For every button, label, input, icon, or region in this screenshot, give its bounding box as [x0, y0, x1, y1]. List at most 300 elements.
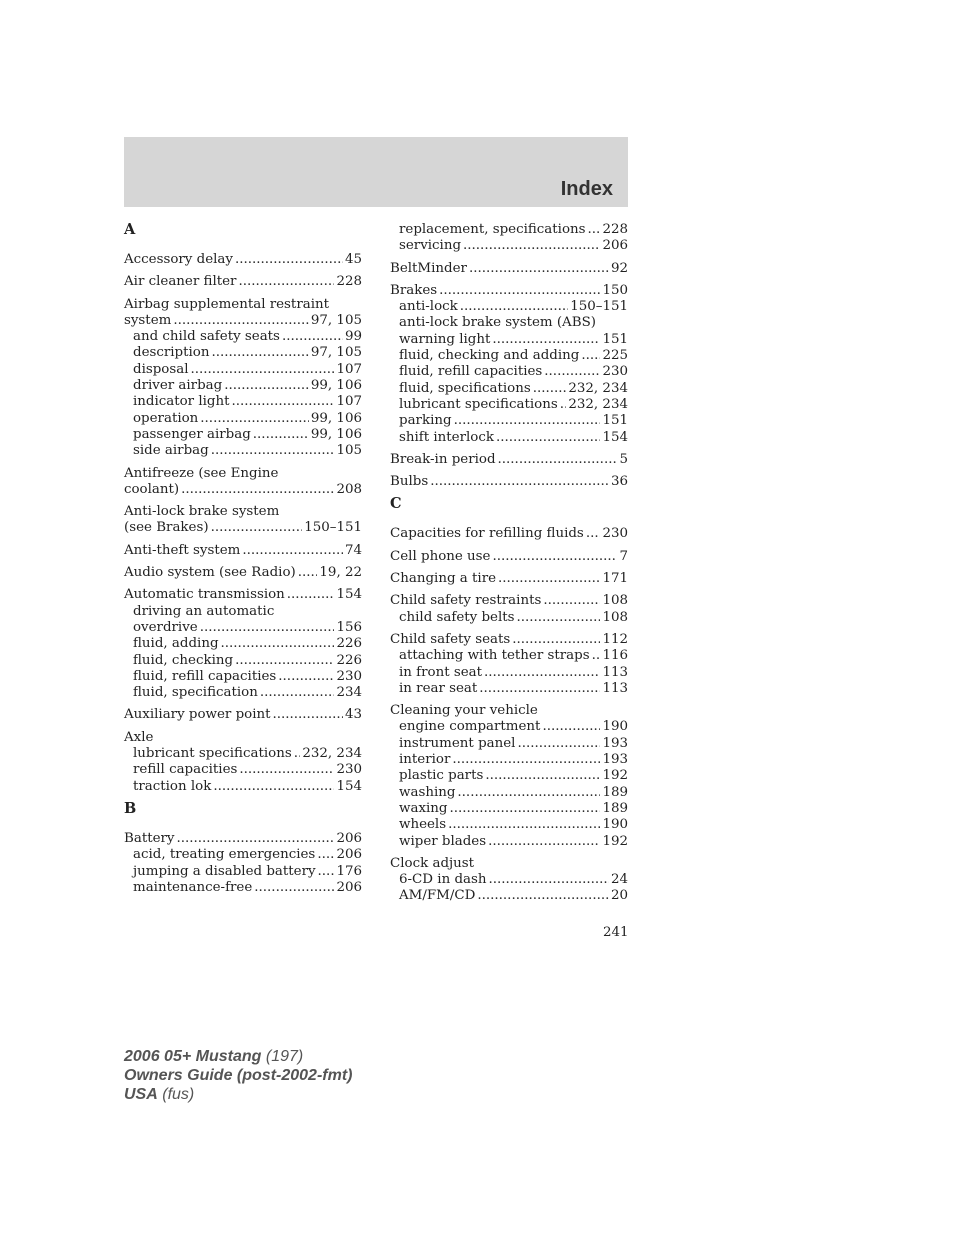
page-reference: 154: [336, 778, 362, 794]
page-reference: 45: [344, 252, 362, 267]
index-subentry: [390, 665, 628, 681]
dot-leader: [239, 762, 334, 778]
index-column-left: [124, 222, 362, 902]
page-reference: 43: [344, 707, 362, 723]
page-reference: 232, 234: [568, 396, 628, 412]
index-term: Changing a tire: [390, 571, 497, 587]
index-term-line: [124, 466, 362, 482]
index-term: operation: [133, 410, 199, 426]
index-subentry: [390, 397, 628, 413]
page-reference: 99: [344, 329, 362, 345]
index-term: indicator light: [133, 394, 230, 410]
page-reference: 24: [610, 872, 628, 888]
page-reference: 92: [610, 260, 628, 276]
page-reference: 232, 234: [302, 746, 362, 762]
index-term-line: [124, 297, 362, 313]
index-entry: [390, 632, 628, 697]
page-number: 241: [603, 925, 629, 940]
section-letter: C: [390, 495, 402, 513]
index-term: description: [133, 345, 210, 361]
index-subentry: [390, 719, 628, 735]
index-subentry: [124, 329, 362, 345]
page-reference: 228: [602, 222, 628, 237]
index-term: in front seat: [399, 664, 483, 680]
index-term-line: [390, 549, 628, 565]
footer-model: 2006 05+ Mustang: [124, 1048, 262, 1065]
page-reference: 190: [602, 719, 628, 735]
page-reference: 99, 106: [310, 378, 362, 394]
index-term: driver airbag: [133, 378, 223, 394]
index-term: anti-lock brake system (ABS): [399, 315, 596, 331]
index-entry: [124, 466, 362, 499]
dot-leader: [191, 362, 335, 378]
dot-leader: [543, 593, 600, 609]
dot-leader: [173, 313, 309, 329]
index-term: and child safety seats: [133, 329, 280, 345]
index-subentry: [124, 394, 362, 410]
index-term: Automatic transmission: [124, 587, 285, 603]
dot-leader: [457, 785, 600, 801]
index-term-line: [390, 856, 628, 872]
index-subentry: [390, 430, 628, 446]
index-term: parking: [399, 413, 452, 429]
page-reference: 112: [602, 631, 628, 647]
index-subentry: [124, 746, 362, 762]
index-entry: [390, 703, 628, 850]
index-term: driving an automatic: [133, 603, 275, 619]
index-subentry: [124, 362, 362, 378]
index-term-line: [390, 526, 628, 542]
page-reference: 230: [336, 668, 362, 684]
page-reference: 97, 105: [310, 345, 362, 361]
index-term: Cell phone use: [390, 548, 491, 564]
index-subentry: [124, 685, 362, 701]
page-title: Index: [560, 178, 613, 200]
index-subentry: [390, 413, 628, 429]
page-reference: 150: [602, 282, 628, 298]
index-term: Accessory delay: [124, 252, 233, 267]
dot-leader: [498, 452, 618, 468]
dot-leader: [544, 364, 600, 380]
index-subentry: [390, 872, 628, 888]
index-term-line: [124, 313, 362, 329]
dot-leader: [517, 610, 601, 626]
index-entry: [390, 283, 628, 446]
page-reference: 225: [602, 348, 628, 364]
index-term: engine compartment: [399, 719, 541, 735]
index-term: AM/FM/CD: [399, 888, 476, 904]
dot-leader: [463, 238, 600, 254]
page-reference: 116: [602, 648, 628, 664]
index-term: instrument panel: [399, 735, 516, 751]
index-subentry: [390, 381, 628, 397]
index-term: system: [124, 312, 172, 328]
dot-leader: [492, 549, 617, 565]
section-letter: B: [124, 799, 137, 817]
index-subentry: [124, 378, 362, 394]
page-reference: 176: [336, 863, 362, 879]
page-reference: 107: [336, 361, 362, 377]
index-column-right: [390, 222, 628, 911]
index-term-line: [124, 543, 362, 559]
index-term: wheels: [399, 817, 447, 833]
dot-leader: [254, 880, 334, 896]
dot-leader: [211, 520, 303, 536]
index-term: Air cleaner filter: [124, 274, 237, 290]
dot-leader: [498, 571, 600, 587]
index-subentry: [390, 238, 628, 254]
index-entry: [390, 261, 628, 277]
index-term: Anti-theft system: [124, 542, 241, 558]
page-reference: 208: [336, 481, 362, 497]
dot-leader: [586, 526, 601, 542]
index-entry: [124, 565, 362, 581]
dot-leader: [238, 274, 334, 290]
dot-leader: [235, 252, 343, 268]
page-reference: 20: [610, 888, 628, 904]
dot-leader: [533, 381, 567, 397]
dot-leader: [278, 669, 334, 685]
index-entry: [124, 297, 362, 460]
dot-leader: [213, 779, 334, 795]
index-term: fluid, adding: [133, 636, 219, 652]
index-term: child safety belts: [399, 609, 515, 625]
index-term-line: [124, 482, 362, 498]
index-entry: [124, 504, 362, 537]
index-term: fluid, refill capacities: [133, 668, 277, 684]
dot-leader: [439, 283, 600, 299]
index-subentry: [390, 736, 628, 752]
dot-leader: [273, 707, 343, 723]
page-reference: 36: [610, 474, 628, 490]
index-term: anti-lock: [399, 299, 458, 315]
index-subentry: [124, 762, 362, 778]
page-reference: 5: [619, 451, 628, 467]
index-subentry: [390, 299, 628, 315]
index-term-line: [124, 707, 362, 723]
page-reference: 156: [336, 619, 362, 635]
footer-region-code: (fus): [162, 1086, 195, 1103]
dot-leader: [430, 474, 609, 490]
index-term-line: [124, 565, 362, 581]
page-reference: 206: [336, 847, 362, 863]
dot-leader: [484, 665, 600, 681]
index-term: warning light: [399, 331, 491, 347]
index-term: Airbag supplemental restraint: [124, 296, 329, 312]
page-reference: 226: [336, 636, 362, 652]
page-reference: 192: [602, 768, 628, 784]
page-reference: 230: [336, 762, 362, 778]
dot-leader: [452, 752, 600, 768]
index-subentry: [390, 888, 628, 904]
page-reference: 7: [619, 548, 628, 564]
index-term-line: [390, 571, 628, 587]
page-reference: 108: [602, 593, 628, 609]
dot-leader: [460, 299, 568, 315]
index-term: Child safety restraints: [390, 593, 542, 609]
index-term: maintenance-free: [133, 879, 253, 895]
dot-leader: [181, 482, 334, 498]
index-subentry: [124, 669, 362, 685]
index-subentry: [390, 768, 628, 784]
index-subentry: [390, 648, 628, 664]
index-term: acid, treating emergencies: [133, 847, 316, 863]
index-term: 6-CD in dash: [399, 872, 487, 888]
page-reference: 193: [602, 752, 628, 768]
dot-leader: [298, 565, 318, 581]
dot-leader: [294, 746, 301, 762]
index-entry: [390, 856, 628, 905]
index-header-band: [124, 137, 628, 207]
dot-leader: [232, 394, 335, 410]
index-entry: [124, 730, 362, 795]
index-subentry: [124, 427, 362, 443]
dot-leader: [485, 768, 600, 784]
index-term: disposal: [133, 361, 189, 377]
dot-leader: [221, 636, 335, 652]
index-subentry: [124, 636, 362, 652]
index-term: jumping a disabled battery: [133, 863, 316, 879]
index-subentry: [124, 847, 362, 863]
index-subentry: [124, 345, 362, 361]
index-subentry: [124, 880, 362, 896]
page-reference: 99, 106: [310, 410, 362, 426]
page-reference: 74: [344, 542, 362, 558]
index-term-line: [124, 831, 362, 847]
index-term: interior: [399, 752, 451, 768]
index-entry: [124, 274, 362, 290]
index-entry: [124, 543, 362, 559]
page-reference: 19, 22: [319, 565, 362, 581]
dot-leader: [477, 888, 609, 904]
index-subentry: [390, 752, 628, 768]
index-subentry: [390, 785, 628, 801]
page-reference: 192: [602, 833, 628, 849]
index-term: wiper blades: [399, 833, 487, 849]
dot-leader: [488, 834, 600, 850]
index-entry: [390, 593, 628, 626]
index-term: Cleaning your vehicle: [390, 703, 538, 719]
dot-leader: [211, 345, 308, 361]
page-reference: 234: [336, 685, 362, 701]
index-term: Capacities for refilling fluids: [390, 526, 584, 542]
index-term: Antifreeze (see Engine: [124, 465, 279, 481]
index-subentry: [390, 610, 628, 626]
page-reference: 206: [602, 238, 628, 254]
page-reference: 154: [602, 429, 628, 445]
document-footer: [124, 1047, 352, 1104]
page-reference: 97, 105: [310, 312, 362, 328]
index-subentry: [390, 332, 628, 348]
dot-leader: [242, 543, 343, 559]
dot-leader: [282, 329, 343, 345]
index-entry: [390, 571, 628, 587]
index-term: Anti-lock brake system: [124, 504, 280, 520]
index-term-line: [124, 252, 362, 268]
index-term-line: [124, 730, 362, 746]
dot-leader: [489, 872, 609, 888]
page-reference: 113: [602, 680, 628, 696]
dot-leader: [253, 427, 309, 443]
index-subentry: [390, 364, 628, 380]
index-term: lubricant specifications: [399, 396, 558, 412]
index-term-line: [390, 474, 628, 490]
dot-leader: [454, 413, 601, 429]
dot-leader: [317, 847, 334, 863]
index-term: plastic parts: [399, 768, 484, 784]
page-reference: 232, 234: [568, 380, 628, 396]
index-term: side airbag: [133, 443, 209, 459]
dot-leader: [479, 681, 600, 697]
index-term: shift interlock: [399, 429, 494, 445]
dot-leader: [318, 864, 335, 880]
index-subentry: [390, 817, 628, 833]
footer-model-code: (197): [265, 1048, 304, 1065]
index-term-line: [390, 283, 628, 299]
index-subentry: [124, 653, 362, 669]
index-entry: [390, 549, 628, 565]
index-term: Bulbs: [390, 474, 429, 490]
page-reference: 99, 106: [310, 426, 362, 442]
page-reference: 150–151: [304, 520, 362, 536]
index-entry: [390, 222, 628, 255]
dot-leader: [260, 685, 335, 701]
index-entry: [124, 252, 362, 268]
page-reference: 189: [602, 784, 628, 800]
index-entry: [390, 452, 628, 468]
page-reference: 151: [602, 331, 628, 347]
index-term: traction lok: [133, 778, 212, 794]
dot-leader: [200, 411, 309, 427]
index-term: Auxiliary power point: [124, 707, 271, 723]
index-subentry: [390, 801, 628, 817]
footer-guide: Owners Guide (post-2002-fmt): [124, 1067, 353, 1084]
page-reference: 206: [336, 879, 362, 895]
dot-leader: [592, 648, 601, 664]
dot-leader: [588, 222, 601, 238]
index-term: replacement, specifications: [399, 222, 586, 237]
index-term: Child safety seats: [390, 631, 511, 647]
index-term: lubricant specifications: [133, 746, 292, 762]
index-subentry: [124, 620, 362, 636]
index-subentry: [124, 779, 362, 795]
dot-leader: [235, 653, 334, 669]
page-reference: 190: [602, 817, 628, 833]
dot-leader: [542, 719, 600, 735]
dot-leader: [200, 620, 335, 636]
index-subentry: [124, 443, 362, 459]
index-entry: [124, 831, 362, 896]
index-subentry: [124, 864, 362, 880]
dot-leader: [224, 378, 309, 394]
dot-leader: [287, 587, 335, 603]
index-entry: [390, 526, 628, 542]
dot-leader: [581, 348, 600, 364]
index-subentry: [124, 411, 362, 427]
index-entry: [124, 587, 362, 701]
section-letter: A: [124, 221, 136, 238]
page-reference: 105: [336, 443, 362, 459]
index-term: fluid, checking: [133, 652, 234, 668]
index-term: Battery: [124, 830, 175, 846]
index-entry: [390, 474, 628, 490]
page-reference: 189: [602, 800, 628, 816]
index-subentry: [390, 681, 628, 697]
page-reference: 193: [602, 735, 628, 751]
dot-leader: [560, 397, 567, 413]
index-term-line: [124, 587, 362, 603]
index-term: servicing: [399, 238, 462, 254]
page-reference: 154: [336, 587, 362, 603]
index-term: Brakes: [390, 282, 438, 298]
index-term: Audio system (see Radio): [124, 565, 296, 581]
dot-leader: [496, 430, 600, 446]
index-term: fluid, specification: [133, 685, 258, 701]
index-term-line: [390, 703, 628, 719]
index-term: Axle: [124, 729, 154, 745]
dot-leader: [449, 801, 600, 817]
index-subentry: [390, 834, 628, 850]
dot-leader: [512, 632, 600, 648]
index-subentry: [390, 315, 628, 331]
index-term-line: [124, 274, 362, 290]
page-reference: 206: [336, 830, 362, 846]
index-term: fluid, refill capacities: [399, 364, 543, 380]
index-term: washing: [399, 784, 456, 800]
index-term: overdrive: [133, 619, 198, 635]
page-reference: 150–151: [570, 299, 628, 315]
index-subentry: [390, 348, 628, 364]
index-subentry: [390, 222, 628, 238]
index-term: Break-in period: [390, 451, 496, 467]
page-reference: 151: [602, 413, 628, 429]
index-entry: [124, 707, 362, 723]
index-term-line: [390, 452, 628, 468]
index-term-line: [124, 520, 362, 536]
page-reference: 107: [336, 394, 362, 410]
index-term: coolant): [124, 481, 180, 497]
footer-region: USA: [124, 1086, 158, 1103]
page-reference: 228: [336, 274, 362, 290]
index-term: in rear seat: [399, 680, 478, 696]
dot-leader: [448, 817, 600, 833]
index-term-line: [390, 632, 628, 648]
index-term: waxing: [399, 800, 448, 816]
page-reference: 108: [602, 609, 628, 625]
page-reference: 226: [336, 652, 362, 668]
index-term-line: [124, 504, 362, 520]
index-term-line: [390, 261, 628, 277]
page-reference: 230: [602, 526, 628, 542]
index-term: BeltMinder: [390, 260, 467, 276]
dot-leader: [517, 736, 600, 752]
page-reference: 113: [602, 664, 628, 680]
page-reference: 171: [602, 571, 628, 587]
index-term: (see Brakes): [124, 520, 209, 536]
index-term: passenger airbag: [133, 426, 251, 442]
index-term: attaching with tether straps: [399, 648, 590, 664]
dot-leader: [469, 261, 609, 277]
index-term: fluid, specifications: [399, 380, 531, 396]
index-term: refill capacities: [133, 762, 238, 778]
index-term-line: [390, 593, 628, 609]
dot-leader: [492, 332, 600, 348]
index-term: fluid, checking and adding: [399, 348, 580, 364]
dot-leader: [211, 443, 335, 459]
index-term: Clock adjust: [390, 855, 475, 871]
page-reference: 230: [602, 364, 628, 380]
index-subentry: [124, 604, 362, 620]
